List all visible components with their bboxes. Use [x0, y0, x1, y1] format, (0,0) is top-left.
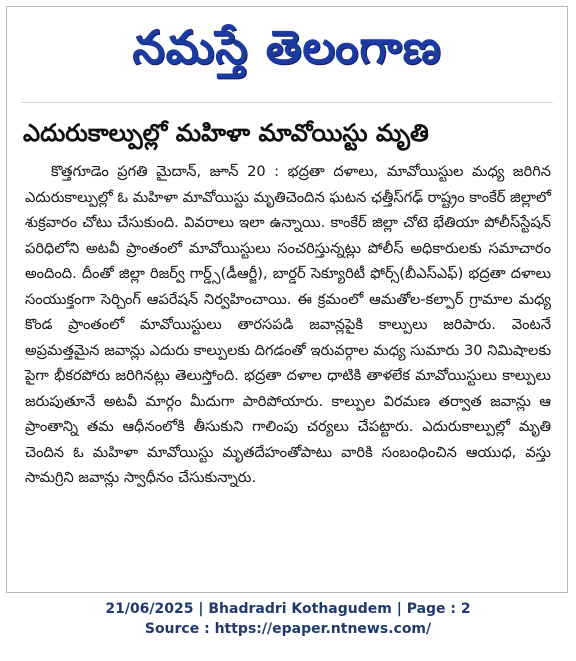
clipping-date-edition: 21/06/2025 | Bhadradri Kothagudem | Page : 2: [105, 601, 471, 617]
masthead-divider: [21, 102, 553, 103]
newspaper-logo: నమస్తే తెలంగాణ: [132, 20, 442, 74]
article-body: కొత్తగూడెం ప్రగతి మైదాన్, జూన్ 20 : భద్రతా దళాలు, మావోయిస్టుల మధ్య జరిగిన ఎదురుకాల్పుల్లో ఓ మహిళా మావోయిస్టు మృతిచెందిన ఘటన ఛత్తీస్‌గఢ్ రాష్ట్రం కాంకేర్ జిల్లాలో శుక్రవారం చోటు చేసుకుంది. వివరాలు ఇలా ఉన్నాయి. కాంకేర్ జిల్లా చోటె భేతియా పోలీస్‌స్టేషన్ పరిధిలోని అటవీ ప్రాంతంలో మావోయిస్టులు సంచరిస్తున్నట్లు పోలీస్ అధికారులకు సమాచారం అందింది. దీంతో జిల్లా రిజర్వ్ గార్డ్స్(డీఆర్జీ), బార్డర్ సెక్యూరిటీ ఫోర్స్(బీఎస్ఎఫ్) భద్రతా దళాలు సంయుక్తంగా సెర్చింగ్ ఆపరేషన్ నిర్వహించాయి. ఈ క్రమంలో ఆమతోల-కల్పార్ గ్రామాల మధ్య కొండ ప్రాంతంలో మావోయిస్టులు తారసపడి జవాన్లపైకి కాల్పులు జరిపారు. వెంటనే అప్రమత్తమైన జవాన్లు ఎదురు కాల్పులకు దిగడంతో ఇరువర్గాల మధ్య సుమారు 30 నిమిషాలకు పైగా భీకరపోరు జరిగినట్లు తెలుస్తోంది. భద్రతా దళాల ధాటికి తాళలేక మావోయిస్టులు కాల్పులు జరుపుతూనే అటవీ మార్గం మీదుగా పారిపోయారు. కాల్పుల విరమణ తర్వాత జవాన్లు ఆ ప్రాంతాన్ని తమ ఆధీనంలోకి తీసుకుని గాలింపు చర్యలు చేపట్టారు. ఎదురుకాల్పుల్లో మృతి చెందిన ఓ మహిళా మావోయిస్టు మృతదేహంతోపాటు వారికి సంబంధించిన ఆయుధ, వస్తు సామగ్రిని జవాన్లు స్వాధీనం చేసుకున్నారు.: [25, 163, 552, 486]
newspaper-clipping: [6, 6, 568, 593]
masthead: [7, 7, 567, 99]
article-headline: ఎదురుకాల్పుల్లో మహిళా మావోయిస్టు మృతి: [23, 119, 429, 147]
clipping-source[interactable]: Source : https://epaper.ntnews.com/: [144, 621, 432, 637]
